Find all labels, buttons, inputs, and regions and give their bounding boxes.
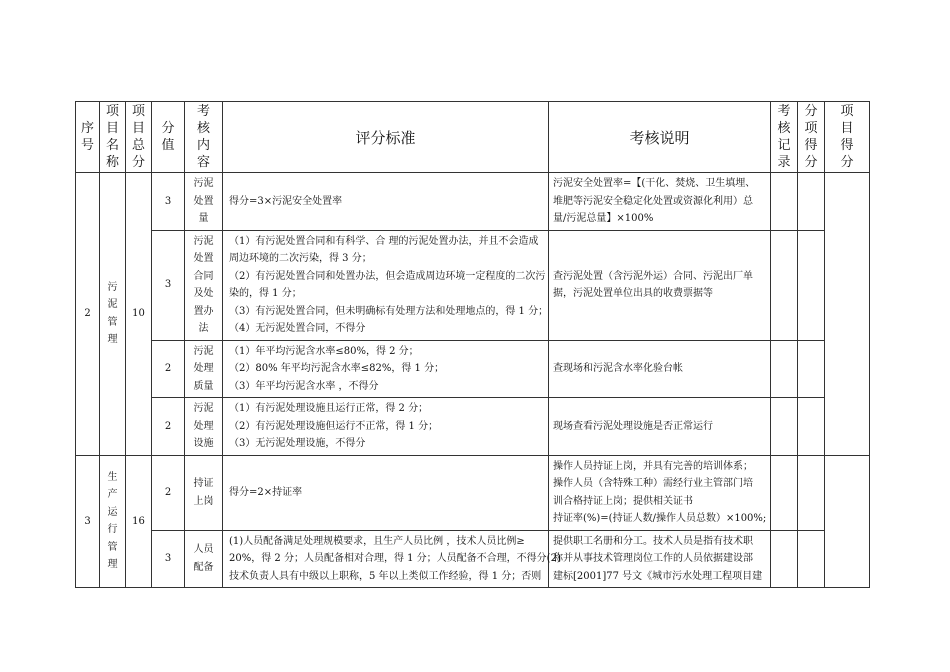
header-total (126, 102, 152, 173)
cell-project-score[interactable] (825, 455, 870, 588)
cell-item-score[interactable] (798, 398, 825, 456)
note-line: 操作人员持证上岗，并具有完善的培训体系； (553, 460, 753, 472)
header-content-label: 考 核 内 容 (196, 104, 210, 170)
cell-criteria (223, 530, 561, 588)
content-text: 污泥 处理 设施 (193, 403, 214, 449)
item-name-text: 污 泥 管 理 (107, 281, 118, 346)
table-row (76, 340, 870, 398)
cell-item-score[interactable] (798, 230, 825, 340)
criteria-line: （2）有污泥处理设施但运行不正常，得 1 分； (229, 420, 439, 432)
note-line: 据，污泥处置单位出具的收费票据等 (553, 288, 713, 299)
note-line: 持证率(%)=(持证人数/操作人员总数）×100%; (553, 513, 767, 524)
content-text: 人员 配备 (193, 544, 214, 573)
cell-record[interactable] (771, 398, 798, 456)
cell-content (185, 340, 223, 398)
criteria-line: （3）有污泥处置合同，但未明确标有处理方法和处理地点的，得 1 分； (229, 305, 549, 317)
cell-criteria (223, 340, 549, 398)
cell-score: 3 (152, 230, 185, 340)
note-line: 污泥安全处置率=【(干化、焚烧、卫生填埋、 (553, 178, 756, 189)
note-line: 堆肥等污泥安全稳定化处置或资源化利用）总 (553, 195, 753, 207)
criteria-line: 20%，得 2 分；人员配备相对合理，得 1 分；人员配备不合理，不得分(2) (229, 553, 561, 564)
cell-note (549, 230, 771, 340)
cell-score: 2 (152, 340, 185, 398)
header-criteria: 评分标准 (223, 102, 549, 173)
cell-score: 3 (152, 173, 185, 231)
cell-seq: 2 (76, 173, 100, 456)
header-record (771, 102, 798, 173)
cell-content (185, 398, 223, 456)
criteria-line: （1）有污泥处理设施且运行正常，得 2 分； (229, 403, 429, 414)
table-row (76, 530, 870, 588)
table-body (76, 173, 870, 588)
cell-score: 2 (152, 398, 185, 456)
cell-content (185, 173, 223, 231)
cell-item-score[interactable] (798, 340, 825, 398)
cell-item-score[interactable] (798, 173, 825, 231)
header-score-label: 分 值 (161, 121, 175, 153)
cell-note (549, 173, 771, 231)
table-row (76, 398, 870, 456)
header-record-label: 考 核 记 录 (777, 104, 791, 170)
header-row (76, 102, 870, 173)
cell-criteria (223, 398, 549, 456)
cell-criteria (223, 230, 549, 340)
criteria-line: （3）年平均污泥含水率 ，不得分 (229, 380, 379, 392)
content-text: 污泥 处置 量 (193, 178, 214, 224)
criteria-line: 技术负责人具有中级以上职称，5 年以上类似工作经验，得 1 分；否则 (229, 570, 542, 582)
criteria-line: （4）无污泥处置合同，不得分 (229, 323, 366, 334)
cell-item-score[interactable] (798, 455, 825, 530)
content-text: 持证 上岗 (193, 478, 214, 507)
cell-record[interactable] (771, 530, 798, 588)
note-line: 查污泥处置（含污泥外运）合同、污泥出厂单 (553, 270, 753, 282)
cell-record[interactable] (771, 173, 798, 231)
header-note: 考核说明 (549, 102, 771, 173)
criteria-line: （1）年平均污泥含水率≤80%，得 2 分； (229, 345, 419, 357)
note-line: 提供职工名册和分工。技术人员是指有技术职 (553, 535, 753, 547)
header-seq-label: 序 号 (80, 121, 94, 153)
header-proj-score (825, 102, 870, 173)
criteria-line: 染的，得 1 分； (229, 288, 302, 299)
cell-score: 2 (152, 455, 185, 530)
cell-record[interactable] (771, 340, 798, 398)
assessment-table (75, 101, 870, 588)
header-name-label: 项 目 名 称 (105, 104, 119, 170)
cell-item-total: 10 (126, 173, 152, 456)
cell-project-score[interactable] (825, 173, 870, 456)
cell-item-name (100, 173, 126, 456)
criteria-line: （3）无污泥处理设施，不得分 (229, 438, 366, 449)
cell-item-total: 16 (126, 455, 152, 588)
cell-content (185, 230, 223, 340)
cell-content (185, 455, 223, 530)
cell-item-name (100, 455, 126, 588)
cell-record[interactable] (771, 455, 798, 530)
criteria-line: (1)人员配备满足处理规模要求，且生产人员比例 ，技术人员比例≥ (229, 535, 525, 547)
criteria-line: （2）有污泥处置合同和处置办法，但会造成周边环境一定程度的二次污 (229, 270, 546, 282)
note-line: 称并从事技术管理岗位工作的人员依据建设部 (553, 553, 753, 564)
note-line: 量/污泥总量】×100% (553, 213, 654, 224)
cell-note (549, 455, 771, 530)
header-proj-score-label: 项 目 得 分 (840, 104, 854, 170)
header-item-score-label: 分 项 得 分 (804, 104, 818, 170)
table-row (76, 455, 870, 530)
note-line: 查现场和污泥含水率化验台帐 (553, 363, 683, 374)
note-line: 现场查看污泥处理设施是否正常运行 (553, 420, 713, 432)
cell-content (185, 530, 223, 588)
cell-note (549, 530, 771, 588)
criteria-line: 得分=3×污泥安全处置率 (229, 195, 343, 207)
content-text: 污泥 处置 合同 及处 置办 法 (193, 235, 214, 334)
item-name-text: 生 产 运 行 管 理 (107, 471, 118, 571)
header-content (185, 102, 223, 173)
criteria-line: （1）有污泥处置合同和有科学、合 理的污泥处置办法，并且不会造成 (229, 235, 539, 247)
table-row (76, 230, 870, 340)
header-name (100, 102, 126, 173)
header-seq (76, 102, 100, 173)
cell-criteria (223, 173, 549, 231)
note-line: 操作人员（含特殊工种）需经行业主管部门培 (553, 478, 753, 489)
cell-score: 3 (152, 530, 185, 588)
content-text: 污泥 处理 质量 (193, 345, 214, 392)
header-total-label: 项 目 总 分 (131, 104, 145, 170)
cell-note (549, 398, 771, 456)
table-row (76, 173, 870, 231)
criteria-line: （2）80% 年平均污泥含水率≤82%，得 1 分； (229, 363, 445, 374)
cell-item-score[interactable] (798, 530, 825, 588)
criteria-line: 得分=2×持证率 (229, 486, 303, 498)
cell-note (549, 340, 771, 398)
header-score (152, 102, 185, 173)
note-line: 训合格持证上岗；提供相关证书 (553, 495, 693, 507)
header-item-score (798, 102, 825, 173)
criteria-line: 周边环境的二次污染，得 3 分； (229, 253, 372, 264)
cell-seq: 3 (76, 455, 100, 588)
note-line: 建标[2001]77 号文《城市污水处理工程项目建 (553, 570, 763, 582)
cell-record[interactable] (771, 230, 798, 340)
cell-criteria (223, 455, 549, 530)
